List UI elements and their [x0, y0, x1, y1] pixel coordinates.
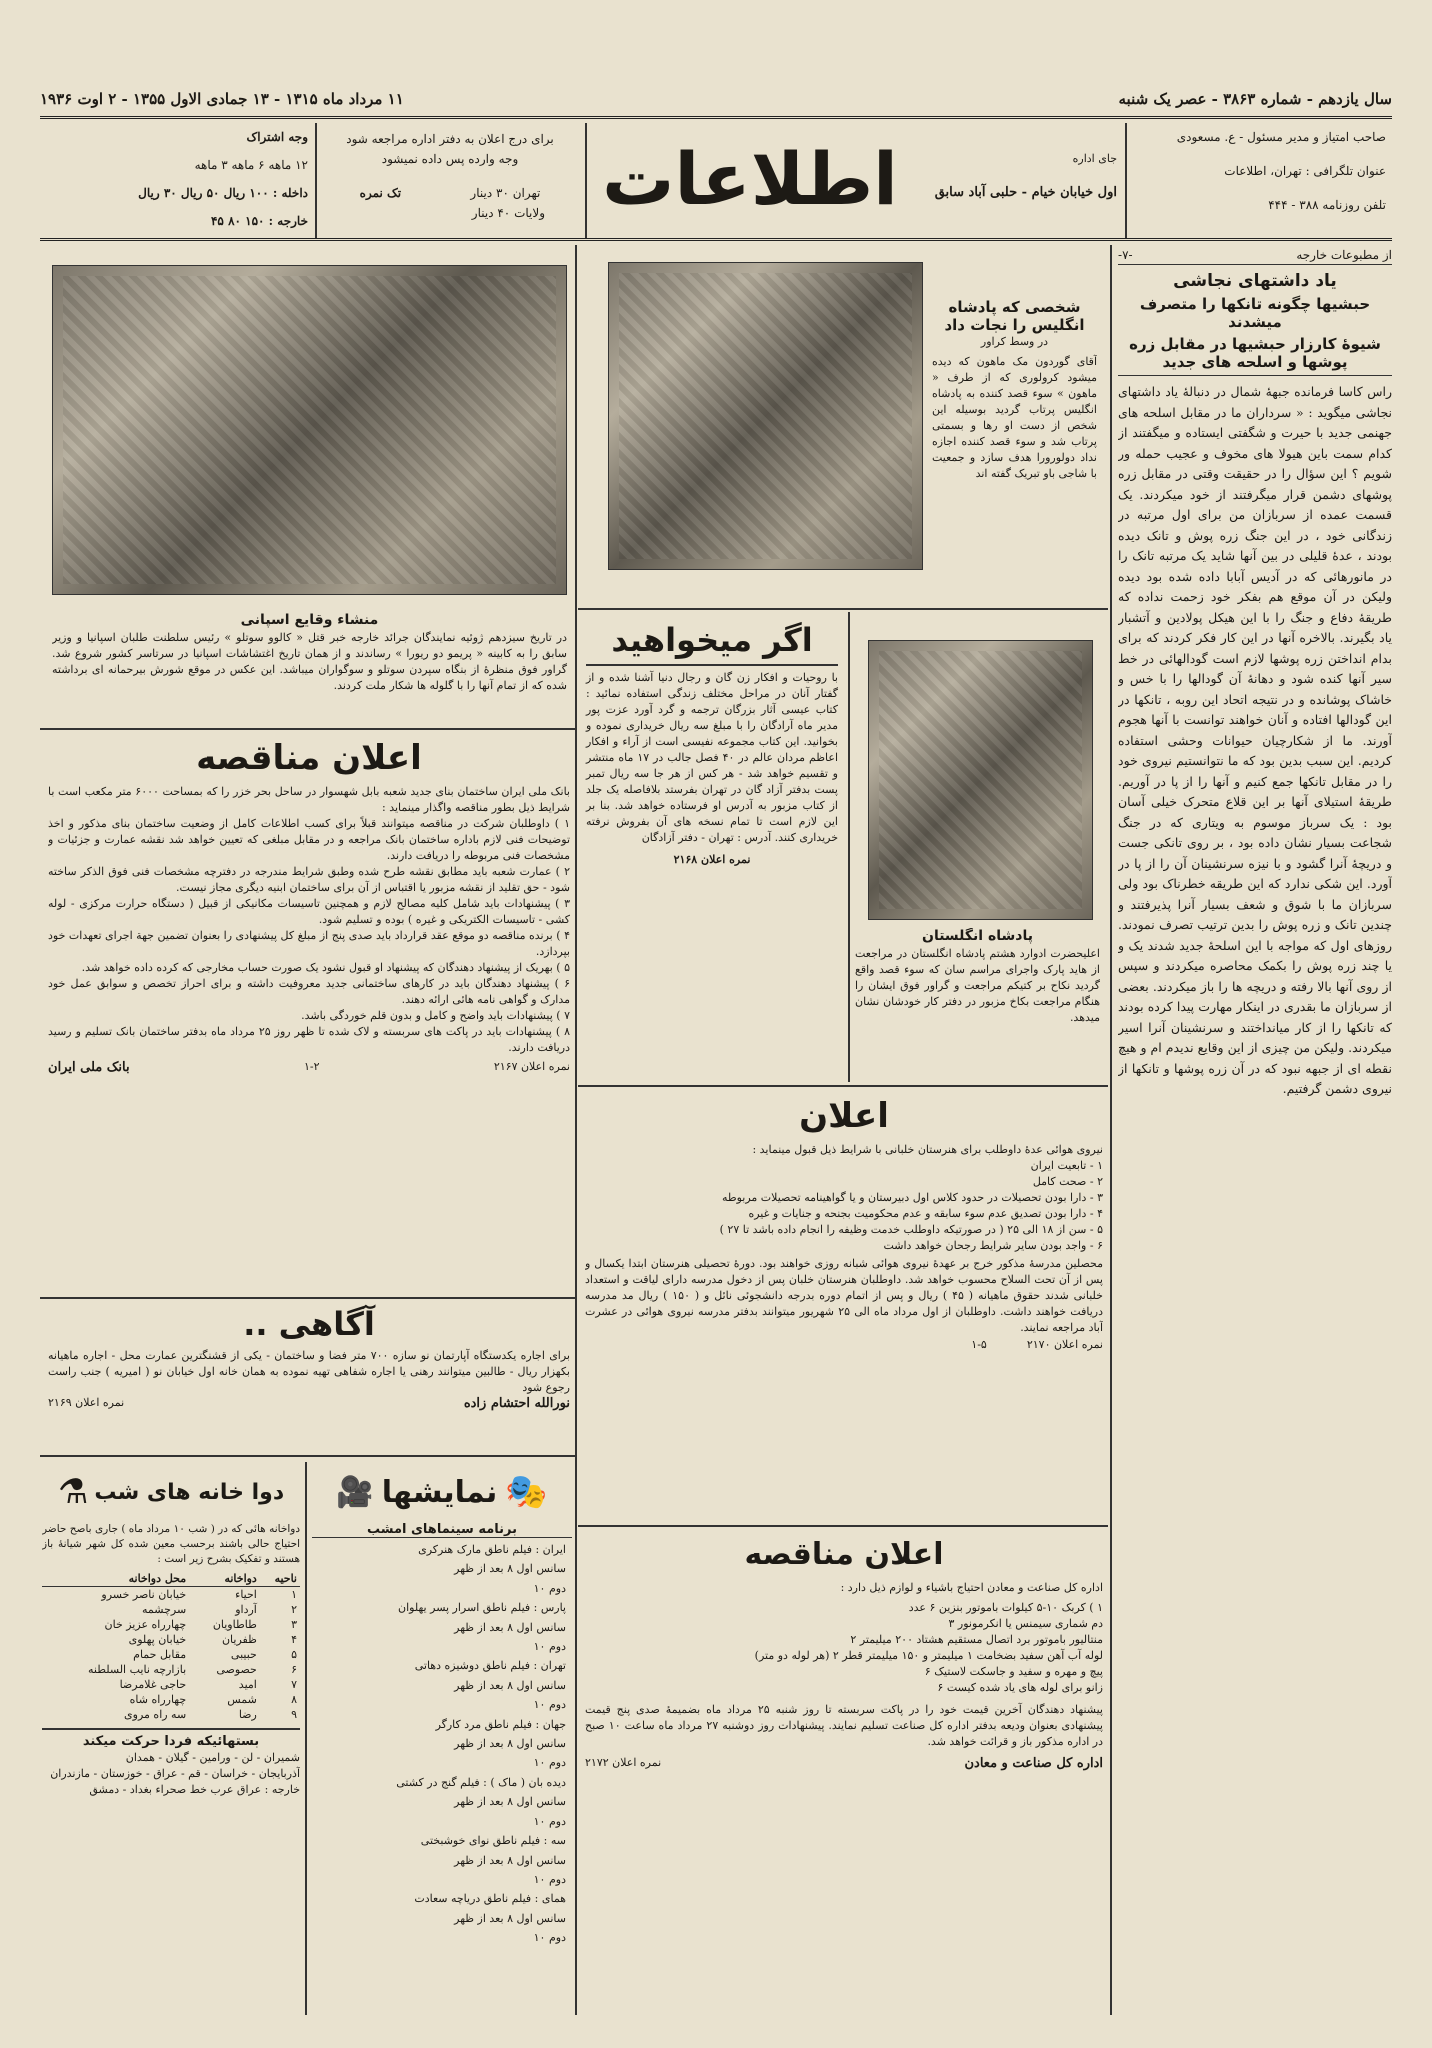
article-spain — [52, 612, 567, 722]
theater-curtain-icon: 🎭 — [505, 1472, 548, 1512]
office-address: اول خیابان خیام - حلبی آباد سابق — [934, 185, 1117, 200]
cell-n: ۷ — [291, 1678, 297, 1691]
issue-info: سال یازدهم - شماره ۳۸۶۳ - عصر یک شنبه — [1118, 90, 1392, 108]
list-item: سانس اول ۸ بعد از ظهر — [454, 1678, 566, 1692]
article-subtitle: شیوهٔ کارزار حبشیها در مقابل زره پوشها و اسلحه های جدید — [1118, 335, 1392, 376]
col-head-place: محل دواخانه — [128, 1572, 187, 1585]
cell-place: بازارچه نایب السلطنه — [88, 1663, 187, 1676]
list-item: پارس : فیلم ناطق اسرار پسر یهلوان — [398, 1601, 566, 1615]
box-intro: دواخانه هائی که در ( شب ۱۰ مرداد ماه ) جاری باصح حاضر احتیاج حالی باشند برحسب معین شده کل شهر شیانهٔ باز هستند و تفکیک بشرح زیر است : — [42, 1523, 300, 1565]
cell-place: حاجی غلامرضا — [119, 1678, 187, 1691]
list-item: سانس اول ۸ بعد از ظهر — [454, 1562, 566, 1576]
cinema-list — [312, 1538, 572, 1950]
photo-king-edward — [868, 640, 1093, 920]
list-item: ۱ - تابعیت ایران — [1030, 1159, 1103, 1172]
list-item: دوم ۱۰ — [533, 1640, 566, 1654]
col-head-area: ناحیه — [274, 1572, 297, 1585]
list-item: ۲ - صحت کامل — [1032, 1175, 1103, 1188]
list-item: ۴ ) برنده مناقصه دو موقع عقد قرارداد باید صدی پنج از مبلغ کل پیشنهادی را بعنوان تضمین جهة اجرای تعهدات خود بپردازد. — [48, 929, 570, 958]
ad-body: پیشنهاد دهندگان آخرین قیمت خود را در پاکت سربسته تا روز شنبه ۲۵ مرداد ماه بضمیمهٔ صدی پنج قیمت پیشنهادی بعنوان ودیعه بدفتر اداره کل صناعت تسلیم نمایند. پیشنهادات روز دوشنبه ۲۷ مرداد ماه ساعت ۱۰ صبح در اداره مذکور باز و قرائت خواهد شد. — [585, 1703, 1103, 1748]
mast-divider — [315, 123, 317, 238]
list-item: دوم ۱۰ — [533, 1872, 566, 1886]
list-item: سانس اول ۸ بعد از ظهر — [454, 1795, 566, 1809]
table-row — [42, 1602, 300, 1617]
list-item: ۲ ) عمارت شعبه باید مطابق نقشه طرح شده وطبق شرایط مندرجه در دفترچه مشخصات فنی فوق الذکر ساخته شود - حق تقلید از نقشه مزبور یا اقتباس از آن برای ساختمان ابنیه دیگری مجاز نیست. — [48, 865, 570, 894]
list-item: ایران : فیلم ناطق مارک هنرکری — [418, 1543, 566, 1556]
cell-n: ۱ — [291, 1588, 297, 1601]
list-item: سانس اول ۸ بعد از ظهر — [454, 1911, 566, 1925]
list-item: پیچ و مهره و سفید و جاسکت لاستیک ۶ — [924, 1665, 1103, 1678]
office-label: جای اداره — [1072, 152, 1117, 165]
article-subtitle: حبشیها چگونه تانکها را متصرف میشدند — [1139, 295, 1371, 331]
price-tehran: تهران ۳۰ دینار — [470, 186, 541, 200]
subscription-box — [46, 127, 308, 231]
ad-intro: نیروی هوائی عدهٔ داوطلب برای هنرستان خلبانی با شرایط ذیل قبول مینماید : — [752, 1143, 1103, 1156]
ad-title: اگر میخواهید — [586, 616, 838, 666]
cell-area: حصوصی — [216, 1663, 257, 1676]
cell-area: حبیبی — [230, 1648, 257, 1661]
article-body: راس کاسا فرمانده جبههٔ شمال در دنبالهٔ یاد داشتهای نجاشی میگوید : « سرداران ما در مقابل اسلحه های جهنمی جدید با حیرت و شگفتی ایستاده و میگفتند از کدام سمت باین هیولا های مخوف و عجیب حمله ور شویم ؟ این سؤال را در حقیقت وقتی در مقابل زره پوشهای دشمن قرار میگرفتند از خود میکردند. یک قسمت عمده از سربازان من برای اول مرتبه در زندگانی خود ، در این جنگ زره پوش و تانک دیده بودند ، عدهٔ قلیلی در بین آنها شاید یک مرتبه تانک را در مانورهائی که در آدیس آبابا داده شده بود دیده ولیکن در آن موقع هم بفکر خود زحمت نداده که طریقهٔ دفاع و جنگ را با این هیکل پولادین و آتشبار یاد بگیرند. بالاخره آنها در این کار فکر کردند که برای بدام انداختن زره پوشها لازم است گودالهائی در خط سیر آنها کنده شود و دهانهٔ آن گودالها را با خس و خاشاک پوشانده و در نتیجه اتحاد این روبه ، تانکها در این گودالها افتاده و آنان خواهند توانست با آنها هجوم آورند. ما از شکارچیان حیوانات وحشی استفاده کردیم. این سبب بدین بود که ما نتوانستیم نیروی خود را در مقابل تانکها جمع کنیم و آنها را از پا در آوریم. طریقهٔ استیلای آنها بر این قلاع متحرک خیلی آسان بود : یک سرباز موسوم به ویتاری که در جنگ شجاعت بسیار نشان داده بود ، بر روی تانکی جست و دریچهٔ آنرا گشود و با نیزه سرنشینان آن را از پا در آورد. این شکی ندارد که این طریقه خطرناک بود ولی سربازان ما با شوق و شعف بسیار آنرا پذیرفتند و چندین تانک و زره پوش را بدین ترتیب تصرف نمودند. روزهای اول که مواجه با این اسلحهٔ جدید شدند یک و یا چند زره پوش را بکمک محاصره میکردند و سپس از روی آنها بالا رفته و دریچه ها را باز میکردند. بعضی از سربازان ما بقدری در اینکار مهارت پیدا کرده بودند که تانکها را از کار میانداختند و سرنشینان آنرا اسیر میکردند. ولیکن من چیزی از این وقایع ندیدم ام و هیچ نقطه ای از جبهه نبود که در آن زره پوشها و تانکها از نیروی دشمن گرفتیم. — [1118, 384, 1392, 1096]
ad-body: برای اجاره یکدستگاه آپارتمان نو سازه ۷۰۰ متر فضا و ساختمان - یکی از قشنگترین عمارت محل - اجاره ماهیانه بکهزار ریال - طالبین میتوانند رهنی یا اجاره شفاهی تهیه نموده به همان خانه اول خیابان نو ( امیریه ) جنب راست رجوع شود — [48, 1349, 570, 1394]
masthead — [40, 116, 1392, 241]
list-item: ۶ - واجد بودن سایر شرایط رجحان خواهد داشت — [883, 1239, 1103, 1252]
table-row — [42, 1692, 300, 1707]
article-body: در تاریخ سیزدهم ژوئیه نمایندگان جرائد خارجه خبر قتل « کالوو سوتلو » رئیس سلطنت طلبان اسپانیا و وزیر سابق را به کابینه « پریمو دو ریورا » رساندند و از همان تاریخ اغتشاشات اسپانیا در سرتاسر کشور شروع شد. گراور فوق منظرهٔ از بنگاه سپردن سوتلو و سوگواران میباشد. این عکس در موقع شورش بیرحمانه ای برداشته شده که از تمام آنها را با گلوله ها شکار ملت کردند. — [52, 631, 567, 692]
list-item: ۴ - دارا بودن تصدیق عدم سوء سابقه و عدم محکومیت بجنحه و جنایات و غیره — [748, 1207, 1103, 1220]
owner-line: صاحب امتیاز و مدیر مسئول - ع. مسعودی — [1176, 130, 1386, 144]
cell-place: خیابان پهلوی — [128, 1633, 187, 1646]
ads-line: وجه وارده پس داده نمیشود — [381, 152, 519, 166]
table-row — [42, 1707, 300, 1722]
date-info: ۱۱ مرداد ماه ۱۳۱۵ - ۱۳ جمادی الاول ۱۳۵۵ - ۲ اوت ۱۹۳۶ — [40, 90, 404, 108]
article-king — [855, 928, 1100, 1078]
cell-area: ظفریان — [221, 1633, 257, 1646]
caption-sub: در وسط کراور — [980, 335, 1049, 348]
article-body: اعلیحضرت ادوارد هشتم پادشاه انگلستان در مراجعت از هاید پارک واجرای مراسم سان که سوء قصد واقع گردید نکاح بر کتیکم مراجعت و گراور فوق ایشان را هنگام مراجعت بکاخ مزبور در دفتر کار خودشان نشان میدهد. — [855, 947, 1100, 1024]
cell-area: آرداو — [235, 1603, 257, 1616]
table-row — [42, 1662, 300, 1677]
section-rule — [578, 1085, 1108, 1087]
cell-n: ۳ — [291, 1618, 297, 1631]
list-item: تهران : فیلم ناطق دوشیزه دهاتی — [414, 1659, 566, 1673]
newspaper-title: اطلاعات — [602, 137, 898, 221]
subscription-foreign: خارجه : ۱۵۰ ۸۰ ۴۵ — [210, 214, 308, 228]
cell-n: ۵ — [291, 1648, 297, 1661]
cell-place: مقابل حمام — [133, 1648, 187, 1661]
table-row — [42, 1587, 300, 1603]
ad-title: اعلان — [799, 1096, 889, 1136]
ad-number: نمره اعلان ۲۱۶۹ — [48, 1396, 125, 1409]
list-item: ۵ - سن از ۱۸ الی ۲۵ ( در صورتیکه داوطلب خدمت وظیفه را انجام داده باشد تا ۲۷ ) — [719, 1223, 1103, 1236]
list-item: ۳ - دارا بودن تحصیلات در حدود کلاس اول دبیرستان و یا گواهینامه تحصیلات مربوطه — [721, 1191, 1103, 1204]
masthead-office — [887, 149, 1117, 203]
article-title: پادشاه انگلستان — [922, 928, 1033, 944]
article-number: -۷- — [1118, 248, 1133, 262]
list-item: دوم ۱۰ — [533, 1698, 566, 1712]
table-row — [42, 1647, 300, 1662]
ad-agar — [578, 612, 846, 1082]
section-label: از مطبوعات خارجه — [1296, 248, 1392, 262]
article-ethiopia — [1118, 248, 1392, 2013]
cell-place: خیابان ناصر خسرو — [101, 1588, 187, 1601]
box-pharmacies — [42, 1462, 300, 2015]
cell-n: ۹ — [291, 1708, 297, 1721]
ad-items — [585, 1600, 1103, 1696]
ad-title: اعلان مناقصه — [744, 1537, 944, 1572]
box-cinemas — [312, 1462, 572, 2015]
cell-place: سه راه مروی — [124, 1708, 187, 1721]
list-item: ۳ ) پیشنهادات باید شامل کلیه مصالح لازم و همچنین تاسیسات مکانیکی از قبیل ( دستگاه حرارت مرکزی - لوله کشی - تاسیسات الکتریکی و غیره ) بوده و تسلیم شود. — [48, 897, 570, 926]
list-item: دیده بان ( ماک ) : فیلم گنج در کشتی — [396, 1775, 566, 1789]
list-item: زانو برای لوله های یاد شده کیست ۶ — [937, 1681, 1103, 1694]
ad-body: با روحیات و افکار زن گان و رجال دنیا آشنا شده و از گفتار آنان در مراحل مختلف زندگی استفاده نمائید : کتاب عیسی آثار بزرگان ترجمه و گرد آورد عزت پور مدیر ماه آرادگان را با مبلغ سه ریال خریداری نموده و بخوانید. این کتاب مجموعه نفیسی است از آراء و افکار اعاظم مردان عالم در ۴۰ فصل جالب در ۱۷ ماه منتشر و تقسیم خواهد شد - هر کس از هر جا سه ریال تمبر پست بدفتر آزاد گان در تهران بفرستد بلافاصله یک جلد از کتاب مزبور به آدرس او فرستاده خواهد شد. بنا بر این لازم است تا تمام نسخه های آن بفروش نرفته خریداری کنند. آدرس : تهران - دفتر آزادگان — [586, 671, 838, 844]
ad-air-force — [585, 1090, 1103, 1520]
ad-number: نمره اعلان ۲۱۷۲ — [585, 1756, 662, 1769]
subscription-periods: ۱۲ ماهه ۶ ماهه ۳ ماهه — [194, 158, 308, 172]
post-line: خارجه : عراق عرب خط صحراء بغداد - دمشق — [89, 1783, 300, 1796]
masthead-ads-info — [325, 129, 575, 223]
list-item: ۵ ) بهریک از پیشنهاد دهندگان که پیشنهاد او قبول نشود یک صورت حساب مخارجی که کرده داده خواهد شد. — [81, 961, 570, 974]
list-item: سه : فیلم ناطق نوای خوشبختی — [420, 1834, 566, 1848]
list-item: سانس اول ۸ بعد از ظهر — [454, 1737, 566, 1751]
box-subtitle: برنامه سینماهای امشب — [312, 1522, 572, 1538]
cell-place: چهارراه شاه — [129, 1693, 187, 1706]
cell-n: ۸ — [291, 1693, 297, 1706]
ad-signature: اداره کل صناعت و معادن — [964, 1756, 1103, 1771]
ad-intro: بانک ملی ایران ساختمان بنای جدید شعبه بابل شهسوار در ساحل بحر خزر را که بمساحت ۶۰۰۰ متر مکعب است با شرایط ذیل بطور مناقصه واگذار مینماید : — [48, 785, 570, 814]
cell-place: سرچشمه — [142, 1603, 187, 1616]
photo-king-rescue — [608, 262, 923, 570]
list-item: دوم ۱۰ — [533, 1814, 566, 1828]
section-rule — [40, 1455, 575, 1457]
masthead-owner-info — [1136, 127, 1386, 215]
single-issue-label: تک نمره — [359, 186, 402, 200]
price-provinces: ولایات ۴۰ دینار — [471, 206, 545, 220]
table-row — [42, 1677, 300, 1692]
pharmacy-table — [42, 1571, 300, 1722]
subscription-title: وجه اشتراک — [246, 130, 308, 144]
cell-area: احیاء — [235, 1588, 257, 1601]
cell-area: امید — [238, 1678, 257, 1691]
ad-number: نمره اعلان ۲۱۷۰ — [1026, 1338, 1103, 1351]
box-title: نمایشها — [381, 1474, 498, 1510]
top-info-line — [40, 90, 1392, 112]
list-item: جهان : فیلم ناطق مرد کارگر — [435, 1717, 566, 1731]
cell-n: ۲ — [291, 1603, 297, 1616]
ad-ref: ۱-۲ — [303, 1060, 320, 1073]
ad-intro: اداره کل صناعت و معادن احتیاج باشیاء و لوازم ذیل دارد : — [840, 1581, 1103, 1594]
ads-line: برای درج اعلان به دفتر اداره مراجعه شود — [346, 132, 554, 146]
post-title: بستهائیکه فردا حرکت میکند — [82, 1734, 260, 1749]
ad-body: محصلین مدرسهٔ مذکور خرج بر عهدهٔ نیروی هوائی شبانه روزی خواهند بود. دورهٔ تحصیلی هنرستان ابتدا یکسال و پس از آن تحت السلاح محسوب خواهد شد. داوطلبان هنرستان خلبان پس از دخول مدرسه دارای لیاقت و استعداد خلبانی شدند حقوق ماهیانه ( ۴۵ ) ریال و پس از اتمام دوره بدرجه دانشجوئی نائل و ( ۱۵۰ ) ریال مد مدرسه دریافت خواهند داشت. داوطلبان از اول مرداد ماه الی ۲۵ شهریور میتوانند بدفتر مدرسه نیروی هوائی در عشرت آباد مراجعه نمایند. — [585, 1257, 1103, 1334]
article-rescuer — [932, 298, 1097, 588]
pharmacist-icon: ⚗ — [57, 1472, 89, 1512]
list-item: ۶ ) پیشنهاد دهندگان باید در کارهای ساختمانی جدید معروفیت داشته و برای احراز تخصص و سوابق عمل خود مدارک و گواهی نامه هائی ارائه دهند. — [48, 977, 570, 1006]
column-divider — [305, 1462, 307, 2015]
ad-number: نمره اعلان ۲۱۶۷ — [493, 1060, 570, 1073]
post-line: آذربایجان - خراسان - قم - عراق - خوزستان - مازندران — [50, 1767, 300, 1780]
list-item: دوم ۱۰ — [533, 1756, 566, 1770]
list-item: دوم ۱۰ — [533, 1931, 566, 1945]
table-row — [42, 1632, 300, 1647]
list-item: ۸ ) پیشنهادات باید در پاکت های سربسته و لاک شده تا ظهر روز ۲۵ مرداد ماه بدفتر ساختمان بانک تسلیم و رسید دریافت دارند. — [48, 1025, 570, 1054]
ad-items — [585, 1158, 1103, 1254]
cell-area: رضا — [238, 1708, 257, 1721]
list-item: ۱ ) داوطلبان شرکت در مناقصه میتوانند قبلاً برای کسب اطلاعات کامل از وضعیت ساختمان بنای مذکور و اخذ توضیحات فنی لازم باداره ساختمان بانک مراجعه و در مقابل مبلغی که تعیین خواهد شد نقشه عمارت و جزئیات و مشخصات فنی مربوطه را دریافت دارند. — [48, 817, 570, 862]
ad-number: نمره اعلان ۲۱۶۸ — [673, 853, 751, 866]
mast-divider — [585, 123, 587, 238]
col-head-name: دواخانه — [224, 1572, 257, 1585]
ad-title: اعلان مناقصه — [196, 738, 422, 778]
cell-area: طاطاویان — [212, 1618, 257, 1631]
article-body: آقای گوردون مک ماهون که دیده میشود کرولوری که از طرف « ماهون » سوء قصد کننده به پادشاه انگلیس پرتاب گردید بوسیله این شخص از دست او رها و بسمتی پرتاب شد و سوء قصد کننده اجازه نداد دولورورا هدف سازد و جمعیت با شاجی باو تبریک گفته اند — [932, 355, 1097, 480]
table-row — [42, 1617, 300, 1632]
list-item: ۱ ) کربک ۱۰-۵ کیلوات باموتور بنزین ۶ عدد — [908, 1601, 1103, 1614]
phone-line: تلفن روزنامه ۳۸۸ - ۴۴۴ — [1268, 198, 1386, 212]
section-rule — [40, 728, 575, 730]
section-rule — [578, 1525, 1108, 1527]
column-divider — [1110, 245, 1112, 2015]
section-rule — [578, 608, 1108, 610]
ad-notice-rent — [48, 1300, 570, 1450]
article-title: منشاء وقایع اسپانی — [240, 612, 379, 628]
list-item: منتالیور باموتور برد اتصال مستقیم هشتاد ۲۰۰ میلیمتر ۲ — [850, 1633, 1103, 1646]
post-line: شمیران - لن - ورامین - گیلان - همدان — [125, 1751, 300, 1764]
cell-area: شمس — [227, 1693, 257, 1706]
subscription-domestic: داخله : ۱۰۰ ریال ۵۰ ریال ۳۰ ریال — [138, 186, 308, 200]
column-divider — [848, 612, 850, 1082]
list-item: سانس اول ۸ بعد از ظهر — [454, 1620, 566, 1634]
box-title: دوا خانه های شب — [94, 1479, 285, 1505]
list-item: دم شماری سیمنس یا انکرمونور ۳ — [948, 1617, 1103, 1630]
ad-tender-bank — [48, 732, 570, 1292]
ad-items — [48, 816, 570, 1056]
article-title: یاد داشتهای نجاشی — [1173, 271, 1337, 291]
ad-tender-industry — [585, 1530, 1103, 2015]
ad-ref: ۱-۵ — [971, 1338, 987, 1351]
cell-n: ۴ — [291, 1633, 297, 1646]
list-item: دوم ۱۰ — [533, 1581, 566, 1595]
list-item: لوله آب آهن سفید بضخامت ۱ میلیمتر و ۱۵۰ میلیمتر قطر ۲ (هر لوله دو متر) — [754, 1649, 1103, 1662]
article-title: شخصی که پادشاه انگلیس را نجات داد — [944, 298, 1085, 334]
column-divider — [575, 245, 577, 2015]
mast-divider — [1125, 123, 1127, 238]
list-item: سانس اول ۸ بعد از ظهر — [454, 1853, 566, 1867]
photo-spain — [52, 265, 567, 595]
section-rule — [40, 1297, 575, 1299]
list-item: همای : فیلم ناطق دریاچه سعادت — [414, 1892, 566, 1906]
ad-signature: نورالله احتشام زاده — [463, 1396, 570, 1411]
telegraph-line: عنوان تلگرافی : تهران، اطلاعات — [1224, 164, 1386, 178]
film-camera-icon: 🎥 — [336, 1474, 374, 1510]
ad-title: آگاهی .. — [243, 1305, 375, 1343]
ad-signature: بانک ملی ایران — [48, 1060, 130, 1075]
cell-place: چهارراه عزیز خان — [104, 1618, 187, 1631]
list-item: ۷ ) پیشنهادات باید واضح و کامل و بدون قلم خوردگی باشد. — [301, 1009, 570, 1022]
cell-n: ۶ — [291, 1663, 297, 1676]
